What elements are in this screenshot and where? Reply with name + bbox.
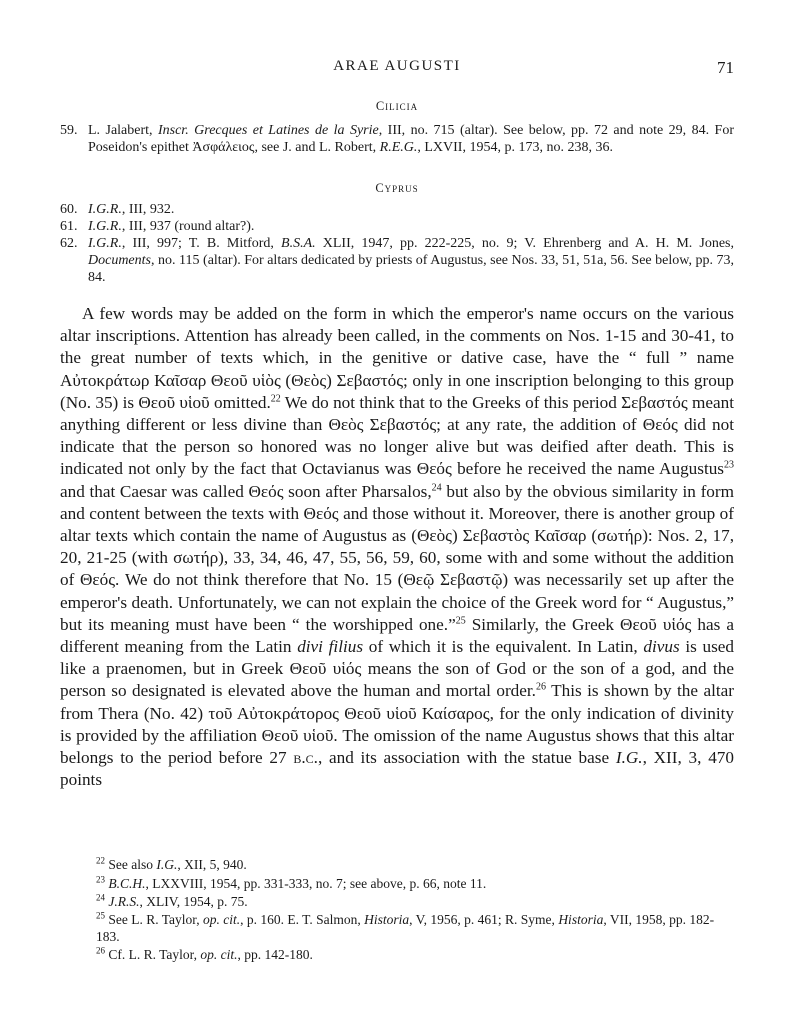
footnote-text: See L. R. Taylor, op. cit., p. 160. E. T. Salmon, Historia, V, 1956, p. 461; R. Syme, Historia, VII, 1958, pp. 182-183.: [96, 912, 715, 944]
running-head: ARAE AUGUSTI: [333, 58, 461, 74]
entry-text: L. Jalabert, Inscr. Grecques et Latines de la Syrie, III, no. 715 (altar). See below, pp. 72 and note 29, 84. For Poseidon's epithet Ἀσφάλειος, see J. and L. Robert, R.E.G., LXVII, 1954, p. 173, no. 238, 36.: [88, 123, 734, 155]
entry-number: 60.: [60, 202, 78, 217]
main-paragraph: [60, 303, 734, 791]
footnote-number: 26: [96, 945, 105, 956]
catalog-entry-62: [60, 235, 734, 286]
entry-number: 62.: [60, 236, 78, 251]
catalog-entry-59: [60, 122, 734, 156]
entry-number: 61.: [60, 219, 78, 234]
section-heading-cilicia: Cilicia: [375, 99, 419, 113]
entry-number: 59.: [60, 123, 78, 138]
footnote-number: 25: [96, 910, 105, 921]
footnote-26: [96, 946, 734, 963]
footnote-23: [96, 875, 734, 892]
page-number: 71: [717, 58, 734, 77]
footnote-25: [96, 911, 734, 945]
catalog-entry-60: [60, 201, 734, 218]
footnote-text: Cf. L. R. Taylor, op. cit., pp. 142-180.: [108, 947, 313, 962]
footnote-22: [96, 856, 734, 873]
page-header: [60, 58, 734, 80]
footnote-24: [96, 893, 734, 910]
footnote-number: 24: [96, 892, 105, 903]
footnote-text: J.R.S., XLIV, 1954, p. 75.: [108, 894, 248, 909]
entry-text: I.G.R., III, 937 (round altar?).: [88, 219, 255, 234]
footnote-number: 23: [96, 874, 105, 885]
catalog-entry-61: [60, 218, 734, 235]
section-heading-cyprus: Cyprus: [375, 181, 419, 195]
entry-text: I.G.R., III, 932.: [88, 202, 175, 217]
entry-text: I.G.R., III, 997; T. B. Mitford, B.S.A. XLII, 1947, pp. 222-225, no. 9; V. Ehrenberg and A. H. M. Jones, Documents, no. 115 (altar). For altars dedicated by priests of Augustus, see Nos. 33, 51, 51a, 56. See below, pp. 73, 84.: [88, 236, 734, 285]
footnote-text: See also I.G., XII, 5, 940.: [108, 857, 247, 872]
paragraph-text: A few words may be added on the form in which the emperor's name occurs on the various altar inscriptions. Attention has already been called, in the comments on Nos. 1-15 and 30-41, to the great number of texts which, in the genitive or dative case, have the “ full ” name Αὐτοκράτωρ Καῖσαρ Θεοῦ υἱὸς (Θεὸς) Σεβαστός; only in one inscription belonging to this group (No. 35) is Θεοῦ υἱοῦ omitted.$^{22}$ We do not think that to the Greeks of this period Σεβαστός meant anything different or less divine than Θεὸς Σεβαστός; at any rate, the addition of Θεός did not indicate that the person so honored was no longer alive but was deified after death. This is indicated not only by the fact that Octavianus was Θεός before he received the name Augustus$^{23}$ and that Caesar was called Θεός soon after Pharsalos,$^{24}$ but also by the obvious similarity in form and content between the texts with Θεός and those without it. Moreover, there is another group of altar texts which contain the name of Augustus as (Θεὸς) Σεβαστὸς Καῖσαρ (σωτήρ): Nos. 2, 17, 20, 21-25 (with σωτήρ), 33, 34, 46, 47, 55, 56, 59, 60, some with and some without the addition of Θεός. We do not think therefore that No. 15 (Θεῷ Σεβαστῷ) was necessarily set up after the emperor's death. Unfortunately, we can not explain the choice of the Greek word for “ Augustus,” but its meaning must have been “ the worshipped one.”$^{25}$ Similarly, the Greek Θεοῦ υἱός has a different meaning from the Latin divi filius of which it is the equivalent. In Latin, divus is used like a praenomen, but in Greek Θεοῦ υἱός means the son of God or the son of a god, and the person so designated is elevated above the human and mortal order.$^{26}$ This is shown by the altar from Thera (No. 42) τοῦ Αὐτοκράτορος Θεοῦ υἱοῦ Καίσαρος, for the only indication of divinity is provided by the affiliation Θεοῦ υἱοῦ. The omission of the name Augustus shows that this altar belongs to the period before 27 b.c., and its association with the statue base I.G., XII, 3, 470 points: [60, 304, 735, 790]
footnote-number: 22: [96, 855, 105, 866]
footnote-text: B.C.H., LXXVIII, 1954, pp. 331-333, no. 7; see above, p. 66, note 11.: [108, 876, 487, 891]
